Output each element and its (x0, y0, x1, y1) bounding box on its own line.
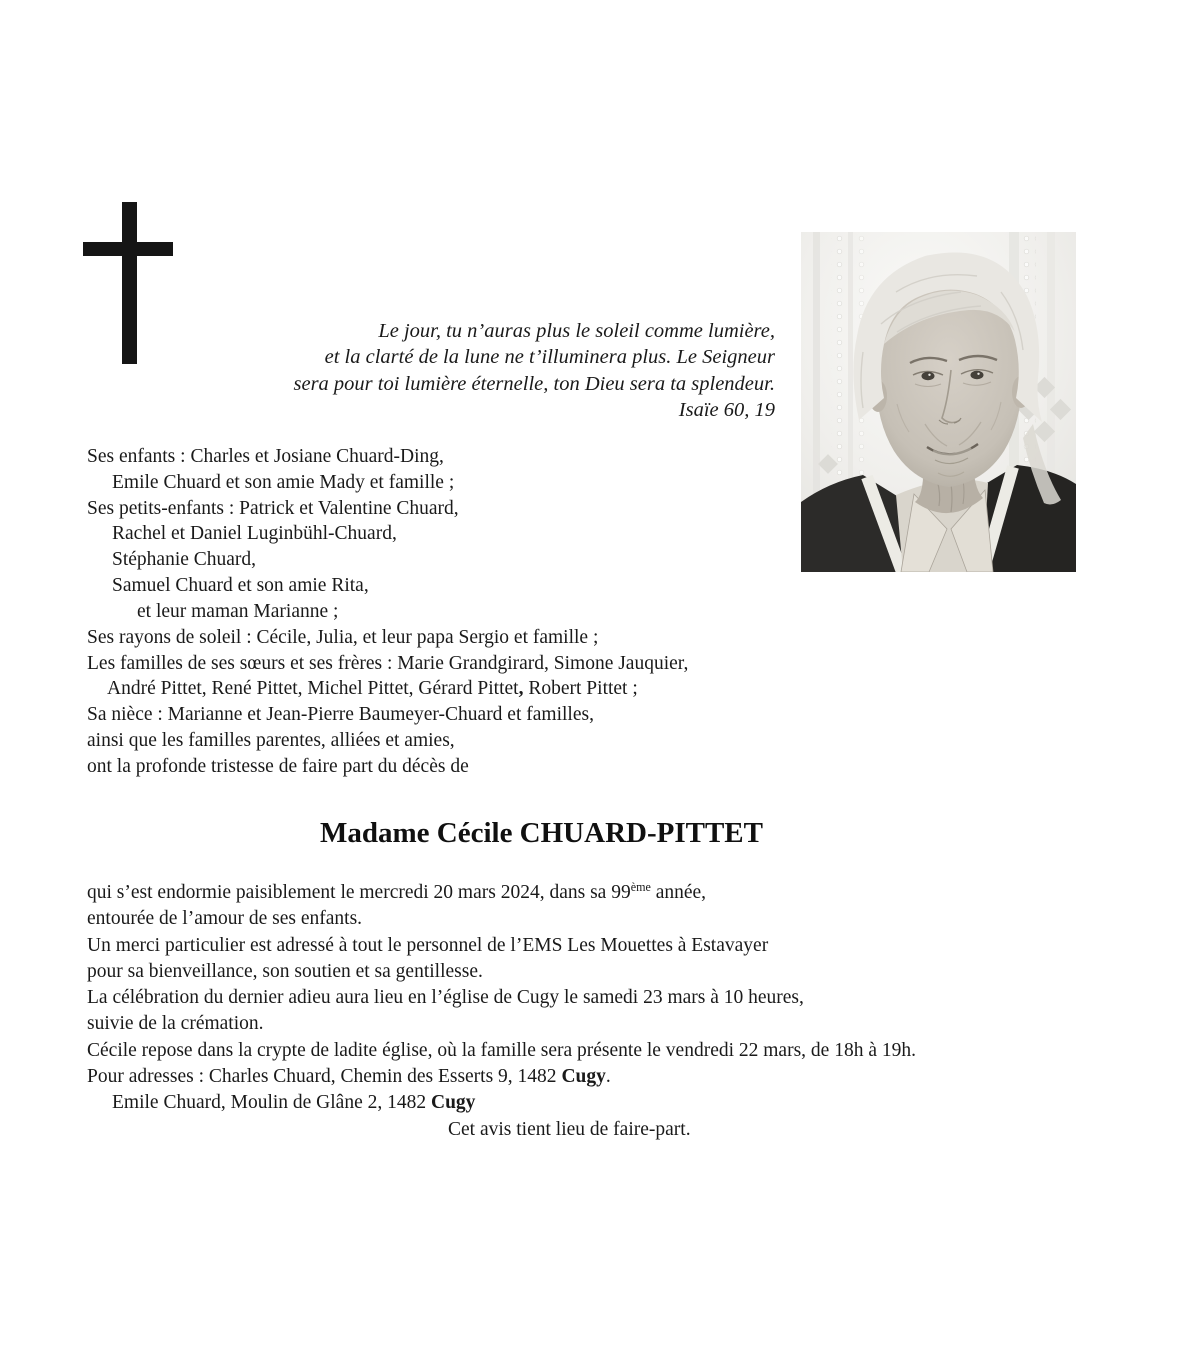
text-segment: suivie de la crémation. (87, 1013, 264, 1035)
text-segment: entourée de l’amour de ses enfants. (87, 908, 363, 930)
text-segment: Ses rayons de soleil : Cécile, Julia, et leur papa Sergio et famille ; (87, 626, 599, 648)
text-segment: Emile Chuard et son amie Mady et famille ; (112, 471, 455, 493)
scripture-quote-line (294, 371, 776, 397)
text-segment: et la clarté de la lune ne t’illuminera plus. Le Seigneur (324, 346, 775, 369)
text-segment: La célébration du dernier adieu aura lieu en l’église de Cugy le samedi 23 mars à 10 heures, (87, 987, 804, 1009)
deceased-name-title: Madame Cécile CHUARD-PITTET (319, 817, 763, 849)
announcement-body-line (87, 959, 916, 985)
announcement-body-line (87, 880, 916, 906)
text-segment: pour sa bienveillance, son soutien et sa gentillesse. (87, 960, 483, 982)
text-segment: . (605, 1066, 611, 1088)
text-segment: année, (650, 882, 707, 903)
family-listing-line (87, 702, 688, 728)
text-segment: ainsi que les familles parentes, alliées et amies, (87, 730, 455, 752)
text-segment: Cécile repose dans la crypte de ladite église, où la famille sera présente le vendredi 22 mars, de 18h à 19h. (87, 1039, 916, 1061)
family-listing (87, 444, 688, 780)
text-segment: Emile Chuard, Moulin de Glâne 2, 1482 (112, 1092, 431, 1114)
family-listing-line (87, 651, 688, 677)
announcement-body-line (87, 1038, 916, 1064)
portrait-photo-frame (801, 232, 1076, 572)
text-segment: ème (630, 880, 651, 895)
text-segment: Samuel Chuard et son amie Rita, (112, 575, 369, 597)
text-segment: Pour adresses : Charles Chuard, Chemin des Esserts 9, 1482 (87, 1066, 562, 1088)
scripture-quote-line (294, 344, 776, 370)
family-listing-line (87, 521, 688, 547)
announcement-body-line (87, 933, 916, 959)
family-listing-line (87, 496, 688, 522)
announcement-body-line (87, 1090, 916, 1116)
announcement-body-line (87, 1117, 916, 1143)
family-listing-line (87, 573, 688, 599)
announcement-body (87, 880, 916, 1143)
text-segment: Isaïe 60, 19 (678, 398, 775, 421)
text-segment: Ses enfants : Charles et Josiane Chuard-Ding, (87, 446, 444, 467)
portrait-photo (801, 232, 1076, 572)
family-listing-line (87, 625, 688, 651)
announcement-body-line (87, 906, 916, 932)
text-segment: Cet avis tient lieu de faire-part. (448, 1118, 691, 1140)
family-listing-line (87, 444, 688, 470)
text-segment: et leur maman Marianne ; (137, 600, 339, 622)
family-listing-line (87, 470, 688, 496)
text-segment: qui s’est endormie paisiblement le mercredi 20 mars 2024, dans sa 99 (87, 882, 631, 903)
announcement-body-line (87, 985, 916, 1011)
text-segment: Robert Pittet ; (523, 678, 638, 700)
family-listing-line (87, 728, 688, 754)
text-segment: Sa nièce : Marianne et Jean-Pierre Baumeyer-Chuard et familles, (87, 704, 594, 726)
cross-horizontal-bar (83, 242, 173, 256)
text-segment: Un merci particulier est adressé à tout le personnel de l’EMS Les Mouettes à Estavayer (87, 934, 769, 956)
text-segment: Cugy (561, 1066, 606, 1088)
scripture-quote-line (294, 397, 776, 423)
text-segment: Le jour, tu n’auras plus le soleil comme lumière, (378, 320, 775, 342)
christian-cross-icon (83, 202, 173, 364)
family-listing-line (87, 676, 688, 702)
announcement-body-line (87, 1064, 916, 1090)
text-segment: sera pour toi lumière éternelle, ton Dieu sera ta splendeur. (293, 372, 775, 395)
text-segment: Les familles de ses sœurs et ses frères : Marie Grandgirard, Simone Jauquier, (87, 652, 689, 674)
announcement-body-line (87, 1011, 916, 1037)
text-segment: ont la profonde tristesse de faire part du décès de (87, 755, 469, 777)
text-segment: Stéphanie Chuard, (112, 549, 257, 571)
text-segment: André Pittet, René Pittet, Michel Pittet, Gérard Pittet (107, 678, 519, 700)
family-listing-line (87, 599, 688, 625)
family-listing-line (87, 754, 688, 780)
text-segment: Rachel et Daniel Luginbühl-Chuard, (112, 523, 397, 545)
scripture-quote (294, 318, 776, 423)
scripture-quote-line (294, 318, 776, 344)
family-listing-line (87, 547, 688, 573)
text-segment: Ses petits-enfants : Patrick et Valentine Chuard, (87, 497, 459, 519)
cross-vertical-bar (122, 202, 137, 364)
text-segment: , (518, 678, 524, 700)
text-segment: Cugy (431, 1092, 476, 1114)
